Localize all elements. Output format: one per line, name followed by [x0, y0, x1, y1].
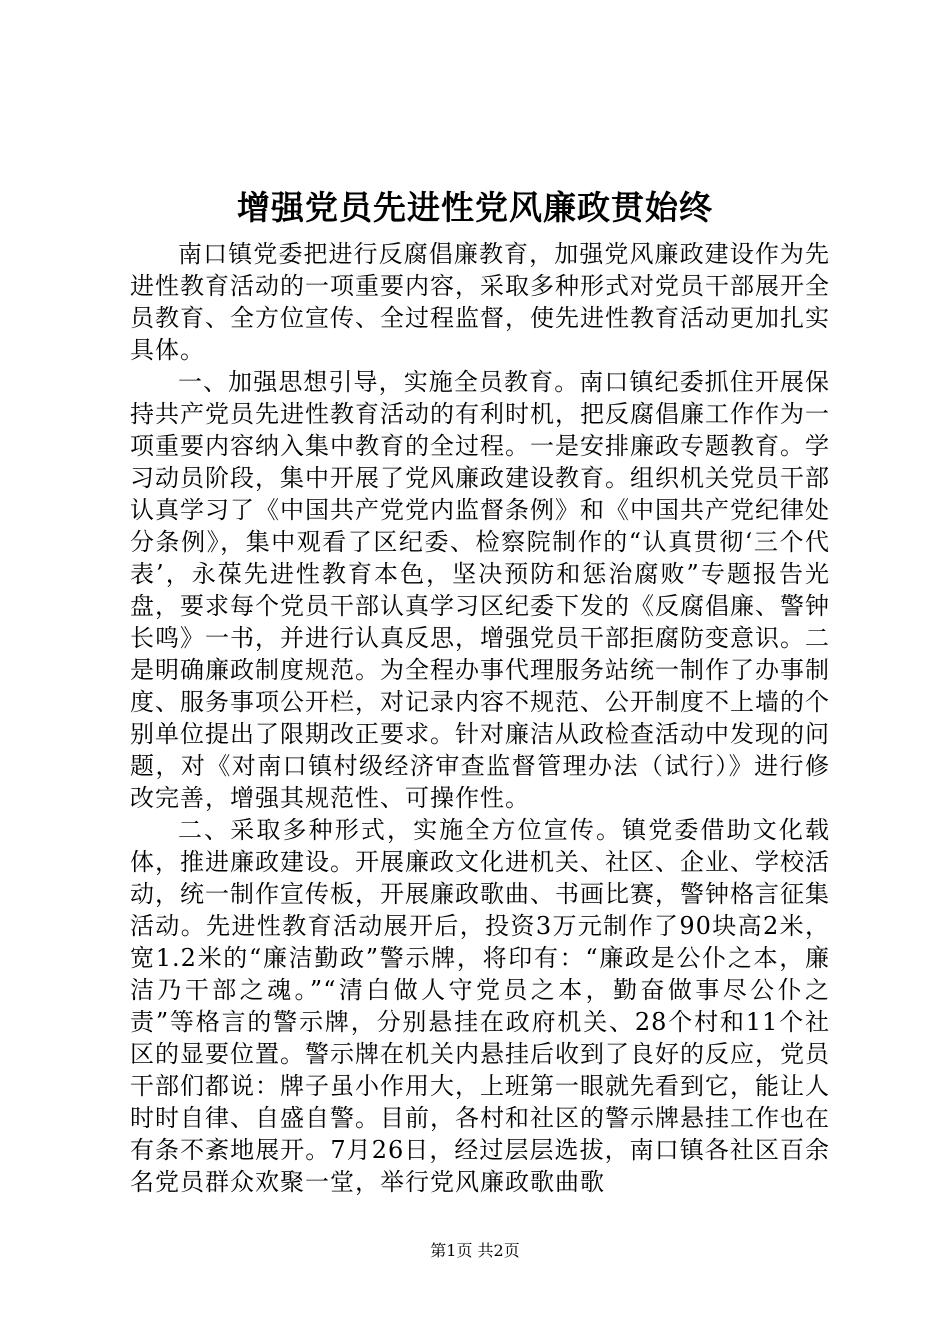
page-footer: 第1页 共2页 [430, 1241, 520, 1260]
paragraph-section-one: 一、加强思想引导，实施全员教育。南口镇纪委抓住开展保持共产党员先进性教育活动的有利时机，把反腐倡廉工作作为一项重要内容纳入集中教育的全过程。一是安排廉政专题教育。学习动员阶段，集中开展了党风廉政建设教育。组织机关党员干部认真学习了《中国共产党党内监督条例》和《中国共产党纪律处分条例》，集中观看了区纪委、检察院制作的“认真贯彻‘三个代表’，永葆先进性教育本色，坚决预防和惩治腐败”专题报告光盘，要求每个党员干部认真学习区纪委下发的《反腐倡廉、警钟长鸣》一书，并进行认真反思，增强党员干部拒腐防变意识。二是明确廉政制度规范。为全程办事代理服务站统一制作了办事制度、服务事项公开栏，对记录内容不规范、公开制度不上墙的个别单位提出了限期改正要求。针对廉洁从政检查活动中发现的问题，对《对南口镇村级经济审查监督管理办法（试行）》进行修改完善，增强其规范性、可操作性。 [130, 368, 830, 812]
document-title: 增强党员先进性党风廉政贯始终 [237, 188, 713, 227]
paragraph-section-two: 二、采取多种形式，实施全方位宣传。镇党委借助文化载体，推进廉政建设。开展廉政文化进机关、社区、企业、学校活动，统一制作宣传板，开展廉政歌曲、书画比赛，警钟格言征集活动。先进性教育活动展开后，投资3万元制作了90块高2米，宽1.2米的“廉洁勤政”警示牌，将印有：“廉政是公仆之本，廉洁乃干部之魂。”“清白做人守党员之本，勤奋做事尽公仆之责”等格言的警示牌，分别悬挂在政府机关、28个村和11个社区的显要位置。警示牌在机关内悬挂后收到了良好的反应，党员干部们都说：牌子虽小作用大，上班第一眼就先看到它，能让人时时自律、自盛自警。目前，各村和社区的警示牌悬挂工作也在有条不紊地展开。7月26日，经过层层选拔，南口镇各社区百余名党员群众欢聚一堂，举行党风廉政歌曲歌 [130, 816, 830, 1196]
document-body [130, 238, 830, 1198]
paragraph-intro: 南口镇党委把进行反腐倡廉教育，加强党风廉政建设作为先进性教育活动的一项重要内容，采取多种形式对党员干部展开全员教育、全方位宣传、全过程监督，使先进性教育活动更加扎实具体。 [130, 240, 830, 364]
